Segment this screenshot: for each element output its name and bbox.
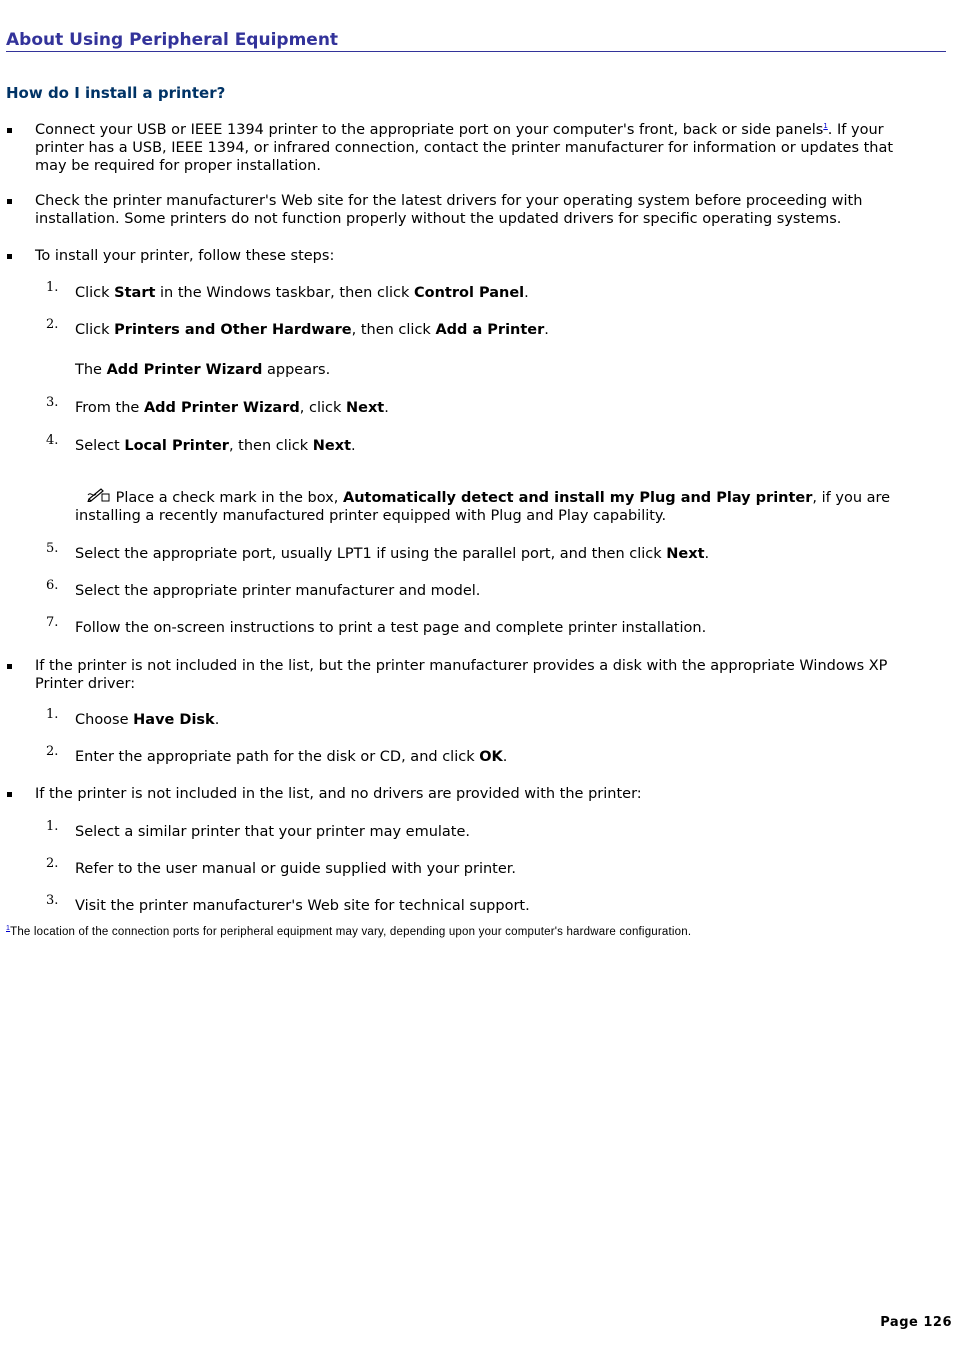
step-number: 4. — [46, 433, 59, 448]
step-item: 1. Choose Have Disk. — [46, 707, 220, 728]
step-number: 1. — [46, 707, 59, 722]
step-number: 6. — [46, 578, 59, 593]
step-number: 7. — [46, 615, 59, 630]
step-number: 5. — [46, 541, 59, 556]
bullet-marker — [7, 664, 12, 669]
note-pencil-icon — [87, 489, 111, 503]
list-item: If the printer is not included in the list, but the printer manufacturer provides a disk with the appropriate Windows XP Printer driver: — [6, 657, 902, 693]
list-item: Check the printer manufacturer's Web site for the latest drivers for your operating system before proceeding with installation. Some printers do not function properly without the updated drivers for specific operating systems. — [6, 192, 902, 228]
step-number: 2. — [46, 317, 59, 332]
step-item: 1. Select a similar printer that your printer may emulate. — [46, 819, 471, 840]
step-number: 2. — [46, 856, 59, 871]
list-item: If the printer is not included in the list, and no drivers are provided with the printer: — [6, 785, 902, 803]
bullet-marker — [7, 254, 12, 259]
step-number: 3. — [46, 893, 59, 908]
page-number: Page 126 — [880, 1315, 952, 1330]
step-result: The Add Printer Wizard appears. — [75, 362, 331, 378]
list-item: Connect your USB or IEEE 1394 printer to the appropriate port on your computer's front, back or side panels$^1$. If your printer has a USB, IEEE 1394, or infrared connection, contact the printer manufacturer for information or updates that may be required for proper installation. — [6, 121, 902, 175]
section-heading: How do I install a printer? — [6, 84, 226, 102]
step-number: 1. — [46, 819, 59, 834]
footnote-anchor[interactable]: 1 — [6, 925, 11, 933]
step-item: 3. From the Add Printer Wizard, click Next. — [46, 395, 389, 416]
note-block: Place a check mark in the box, Automatically detect and install my Plug and Play printer, if you are installing a recently manufactured printer equipped with Plug and Play capability. — [75, 490, 891, 524]
bullet-marker — [7, 128, 12, 133]
page-title: About Using Peripheral Equipment — [6, 30, 946, 52]
step-item: 7. Follow the on-screen instructions to print a test page and complete printer installation. — [46, 615, 707, 636]
step-item: 6. Select the appropriate printer manufacturer and model. — [46, 578, 481, 599]
bullet-marker — [7, 792, 12, 797]
bullet-marker — [7, 199, 12, 204]
footnote-link[interactable]: 1 — [823, 122, 828, 131]
step-item: 2. Click Printers and Other Hardware, then click Add a Printer. — [46, 317, 549, 338]
step-item: 4. Select Local Printer, then click Next. — [46, 433, 356, 454]
step-item: 1. Click Start in the Windows taskbar, then click Control Panel. — [46, 280, 529, 301]
step-number: 1. — [46, 280, 59, 295]
step-number: 2. — [46, 744, 59, 759]
footnote: $^1$The location of the connection ports for peripheral equipment may vary, depending upon your computer's hardware configuration. — [6, 925, 692, 938]
list-item: To install your printer, follow these steps: — [6, 247, 902, 265]
step-item: 2. Refer to the user manual or guide supplied with your printer. — [46, 856, 517, 877]
step-item: 3. Visit the printer manufacturer's Web site for technical support. — [46, 893, 530, 914]
step-item: 5. Select the appropriate port, usually LPT1 if using the parallel port, and then click Next. — [46, 541, 710, 562]
step-item: 2. Enter the appropriate path for the disk or CD, and click OK. — [46, 744, 508, 765]
step-number: 3. — [46, 395, 59, 410]
